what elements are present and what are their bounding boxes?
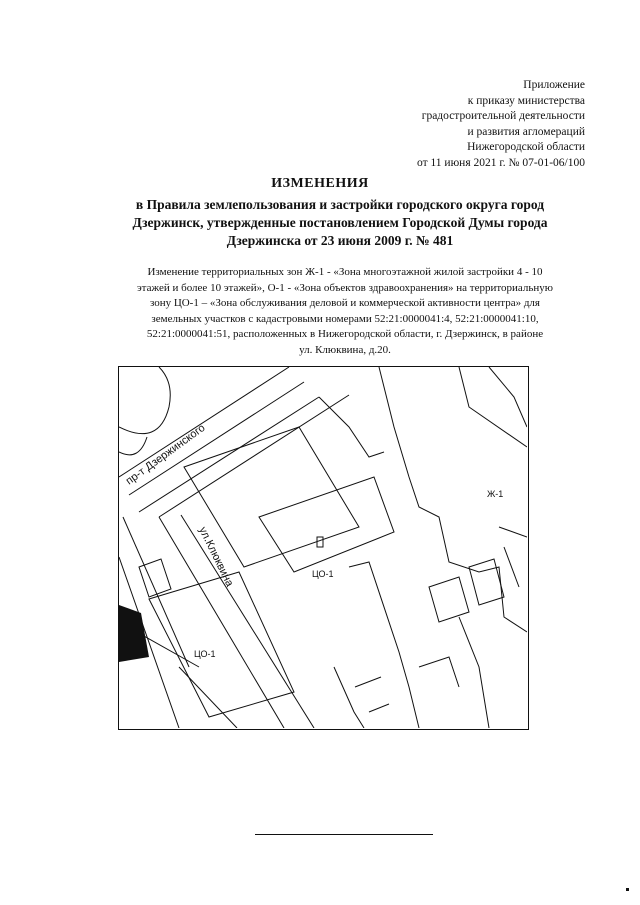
zone-label-co1-center: ЦО-1 [312,569,334,579]
building-outline [429,577,469,622]
zone-boundary-line [349,562,419,728]
building-outline [317,537,323,547]
signature-line [255,834,433,835]
zone-boundary-line [355,677,381,687]
appendix-line: к приказу министерства [467,94,585,107]
zone-boundary-line [499,527,527,537]
appendix-line: от 11 июня 2021 г. № 07-01-06/100 [416,156,585,169]
appendix-line: Нижегородской области [467,141,585,153]
zone-boundary-line [419,657,459,687]
corner-mark [626,888,629,891]
curved-line [119,437,147,455]
description-line: Изменение территориальных зон Ж-1 - «Зона многоэтажной жилой застройки 4 - 10 [147,266,543,278]
change-description [110,265,580,358]
road-edge-line [181,515,314,728]
description-line: этажей и более 10 этажей», О-1 - «Зона объектов здравоохранения» на территориальную [136,281,554,294]
street-boundary-line [129,382,304,495]
building-outline [259,477,394,572]
curved-line [119,367,170,434]
black-zone-fill [119,605,149,662]
zone-label-co1-left: ЦО-1 [194,649,216,659]
subtitle-line: Дзержинск, утвержденные постановлением Городской Думы города [132,215,548,230]
building-outline [149,572,294,717]
zone-boundary-line [334,667,364,728]
appendix-line: и развития агломераций [467,125,585,138]
map-drawing [119,367,527,728]
zone-boundary-line [459,617,489,728]
street-label-klyukvina: ул.Клюквина [196,525,236,589]
zone-boundary-line [369,704,389,712]
subtitle-line: в Правила землепользования и застройки городского округа город [135,197,545,212]
street-boundary-line [159,395,349,517]
description-line: 52:21:0000041:51, расположенных в Нижегородской области, г. Дзержинск, в районе [146,328,544,340]
zone-boundary-line [504,547,519,587]
appendix-block [417,78,585,171]
document-subtitle [100,196,580,250]
document-title: ИЗМЕНЕНИЯ [271,176,369,191]
zone-label-zh1: Ж-1 [487,489,504,499]
zone-boundary-line [489,367,527,427]
subtitle-line: Дзержинска от 23 июня 2009 г. № 481 [226,233,454,248]
zone-boundary-line [319,397,384,457]
zoning-map [118,366,529,730]
appendix-line: градостроительной деятельности [421,110,585,122]
appendix-line: Приложение [523,79,585,91]
road-edge-line [159,517,284,728]
description-line: ул. Клюквина, д.20. [299,343,391,356]
street-label-prospekt: пр-т Дзержинского [123,421,208,488]
zone-boundary-line [459,367,527,447]
building-outline [469,559,504,605]
description-line: земельных участков с кадастровыми номерами 52:21:0000041:4, 52:21:0000041:10, [151,312,539,325]
zone-boundary-line [379,367,527,632]
description-line: зону ЦО-1 – «Зона обслуживания деловой и коммерческой активности центра» для [150,297,540,309]
